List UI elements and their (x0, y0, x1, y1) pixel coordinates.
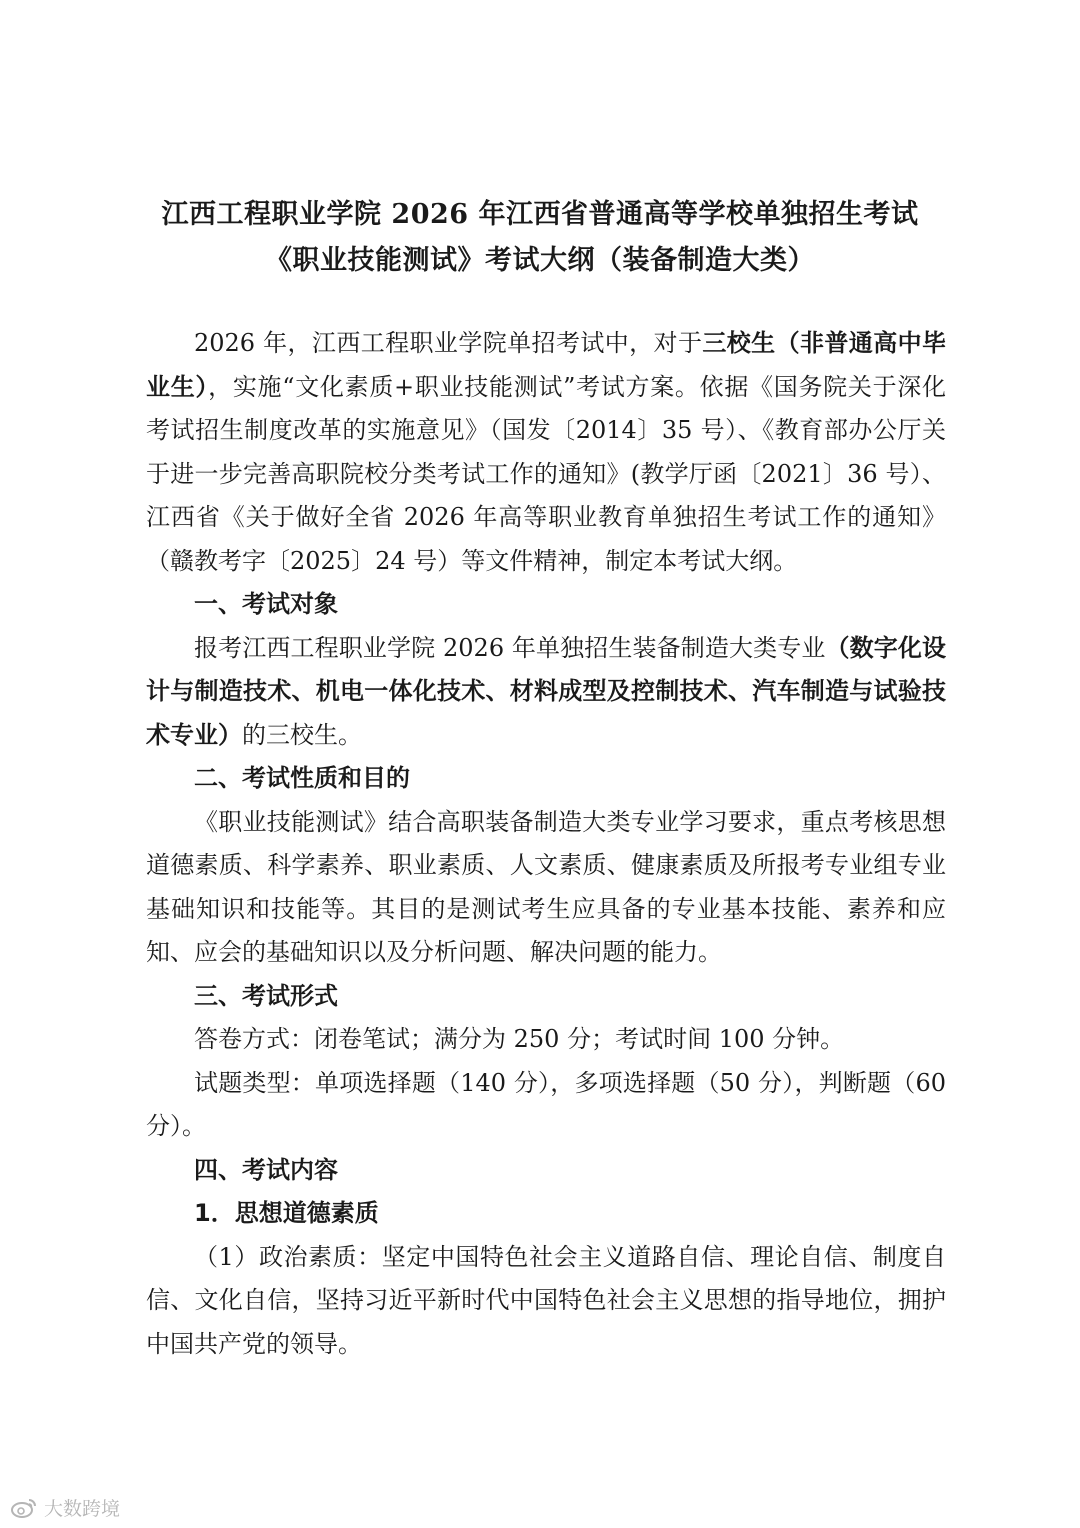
section3-line1: 答卷方式：闭卷笔试；满分为 250 分；考试时间 100 分钟。 (194, 1025, 845, 1053)
section4-sub1-item1: （1）政治素质：坚定中国特色社会主义道路自信、理论自信、制度自信、文化自信，坚持习近平新时代中国特色社会主义思想的指导地位，拥护中国共产党的领导。 (146, 1242, 946, 1358)
section1-bold-text: （数字化设计与制造技术、机电一体化技术、材料成型及控制技术、汽车制造与试验技术专业） (146, 633, 947, 749)
watermark-text: 大数跨境 (44, 1498, 121, 1520)
intro-paragraph: 2026 年，江西工程职业学院单招考试中，对于三校生（非普通高中毕业生），实施“文化素质+职业技能测试”考试方案。依据《国务院关于深化考试招生制度改革的实施意见》（国发〔2014〕35 号）、《教育部办公厅关于进一步完善高职院校分类考试工作的通知》(教学厅函〔2021〕36 号）、江西省《关于做好全省 2026 年高等职业教育单独招生考试工作的通知》（赣教考字〔2025〕24 号）等文件精神，制定本考试大纲。 (146, 329, 947, 575)
section1-heading: 一、考试对象 (194, 590, 338, 618)
section3-line2: 试题类型：单项选择题（140 分），多项选择题（50 分），判断题（60 分）。 (146, 1068, 946, 1140)
section2-paragraph: 《职业技能测试》结合高职装备制造大类专业学习要求，重点考核思想道德素质、科学素养、职业素质、人文素质、健康素质及所报考专业组专业基础知识和技能等。其目的是测试考生应具备的专业基本技能、素养和应知、应会的基础知识以及分析问题、解决问题的能力。 (146, 807, 946, 966)
document-title-line2: 《职业技能测试》考试大纲（装备制造大类） (265, 245, 815, 276)
weibo-logo-icon (10, 1497, 38, 1519)
document-body (146, 322, 946, 1366)
section3-heading: 三、考试形式 (194, 981, 338, 1010)
section4-sub1-heading: 1．思想道德素质 (194, 1199, 379, 1227)
section4-heading: 四、考试内容 (194, 1155, 338, 1184)
document-title-line1: 江西工程职业学院 2026 年江西省普通高等学校单独招生考试 (161, 199, 919, 230)
section1-paragraph: 报考江西工程职业学院 2026 年单独招生装备制造大类专业（数字化设计与制造技术、机电一体化技术、材料成型及控制技术、汽车制造与试验技术专业）的三校生。 (146, 633, 947, 749)
section2-heading: 二、考试性质和目的 (194, 764, 410, 792)
intro-bold-text: 三校生（非普通高中毕业生） (146, 329, 947, 401)
watermark (10, 1494, 120, 1521)
